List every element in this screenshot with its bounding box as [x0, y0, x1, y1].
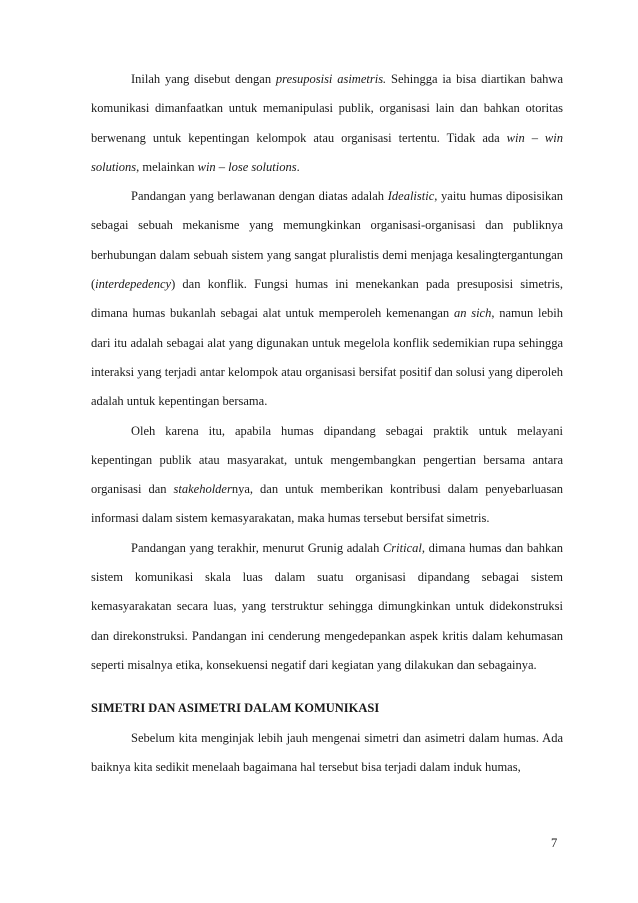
- text-run: Pandangan yang berlawanan dengan diatas adalah: [131, 189, 388, 204]
- paragraphs-after-heading: [91, 724, 563, 783]
- text-run: , melainkan: [136, 159, 198, 174]
- text-run: Pandangan yang terakhir, menurut Grunig adalah: [131, 540, 383, 555]
- text-run: , yaitu humas diposisikan sebagai sebuah mekanisme yang memungkinkan organisasi-organisasi dan publiknya berhubungan dalam sebuah sistem yang sangat pluralistis demi menjaga kesalingtergantungan (: [91, 189, 564, 292]
- section-heading: SIMETRI DAN ASIMETRI DALAM KOMUNIKASI: [91, 701, 380, 716]
- paragraph-p1: [91, 65, 563, 182]
- text-run: , dimana humas dan bahkan sistem komunikasi skala luas dalam suatu organisasi dipandang sebagai sistem kemasyarakatan secara luas, yang terstruktur sehingga dimungkinkan untuk didekonstruksi dan direkonstruksi. Pandangan ini cenderung mengedepankan aspek kritis dalam kehumasan seperti misalnya etika, konsekuensi negatif dari kegiatan yang dilakukan dan sebagainya.: [91, 540, 563, 672]
- text-run: , namun lebih dari itu adalah sebagai alat yang digunakan untuk megelola konflik sedemikian rupa sehingga interaksi yang terjadi antar kelompok atau organisasi bersifat positif dan solusi yang diperoleh adalah untuk kepentingan bersama.: [91, 306, 564, 409]
- italic-term: stakeholder: [173, 482, 232, 497]
- italic-term: interdepedency: [95, 277, 172, 292]
- italic-term: Idealistic: [387, 189, 435, 204]
- paragraph-p2: [91, 182, 563, 416]
- paragraph-p5: [91, 724, 563, 783]
- paragraph-p3: [91, 417, 563, 534]
- italic-term: Critical: [382, 540, 422, 555]
- text-run: Oleh karena itu, apabila humas dipandang sebagai praktik untuk melayani kepentingan publik atau masyarakat, untuk mengembangkan pengertian bersama antara organisasi dan: [91, 423, 563, 497]
- italic-term: an sich: [453, 306, 492, 321]
- paragraphs-before-heading: [91, 65, 563, 680]
- italic-term: presuposisi asimetris.: [275, 72, 387, 86]
- text-run: Sehingga ia bisa diartikan bahwa komunikasi dimanfaatkan untuk memanipulasi publik, organisasi lain dan bahkan otoritas berwenang untuk kepentingan kelompok atau organisasi tertentu. Tidak ada: [91, 72, 563, 145]
- page-number: 7: [551, 836, 558, 850]
- italic-term: win – lose solutions: [197, 159, 297, 174]
- italic-term: win – win solutions: [91, 130, 563, 174]
- text-run: nya, dan untuk memberikan kontribusi dalam penyebarluasan informasi dalam sistem kemasyarakatan, maka humas tersebut bersifat simetris.: [91, 482, 563, 526]
- text-run: ) dan konflik. Fungsi humas ini menekankan pada presuposisi simetris, dimana humas bukanlah sebagai alat untuk memperoleh kemenangan: [91, 277, 563, 321]
- text-run: Sebelum kita menginjak lebih jauh mengenai simetri dan asimetri dalam humas. Ada baiknya kita sedikit menelaah bagaimana hal tersebut bisa terjadi dalam induk humas,: [91, 730, 563, 774]
- text-run: Inilah yang disebut dengan: [131, 72, 276, 86]
- text-run: .: [296, 159, 300, 174]
- paragraph-p4: [91, 534, 563, 680]
- body-text: [91, 65, 563, 782]
